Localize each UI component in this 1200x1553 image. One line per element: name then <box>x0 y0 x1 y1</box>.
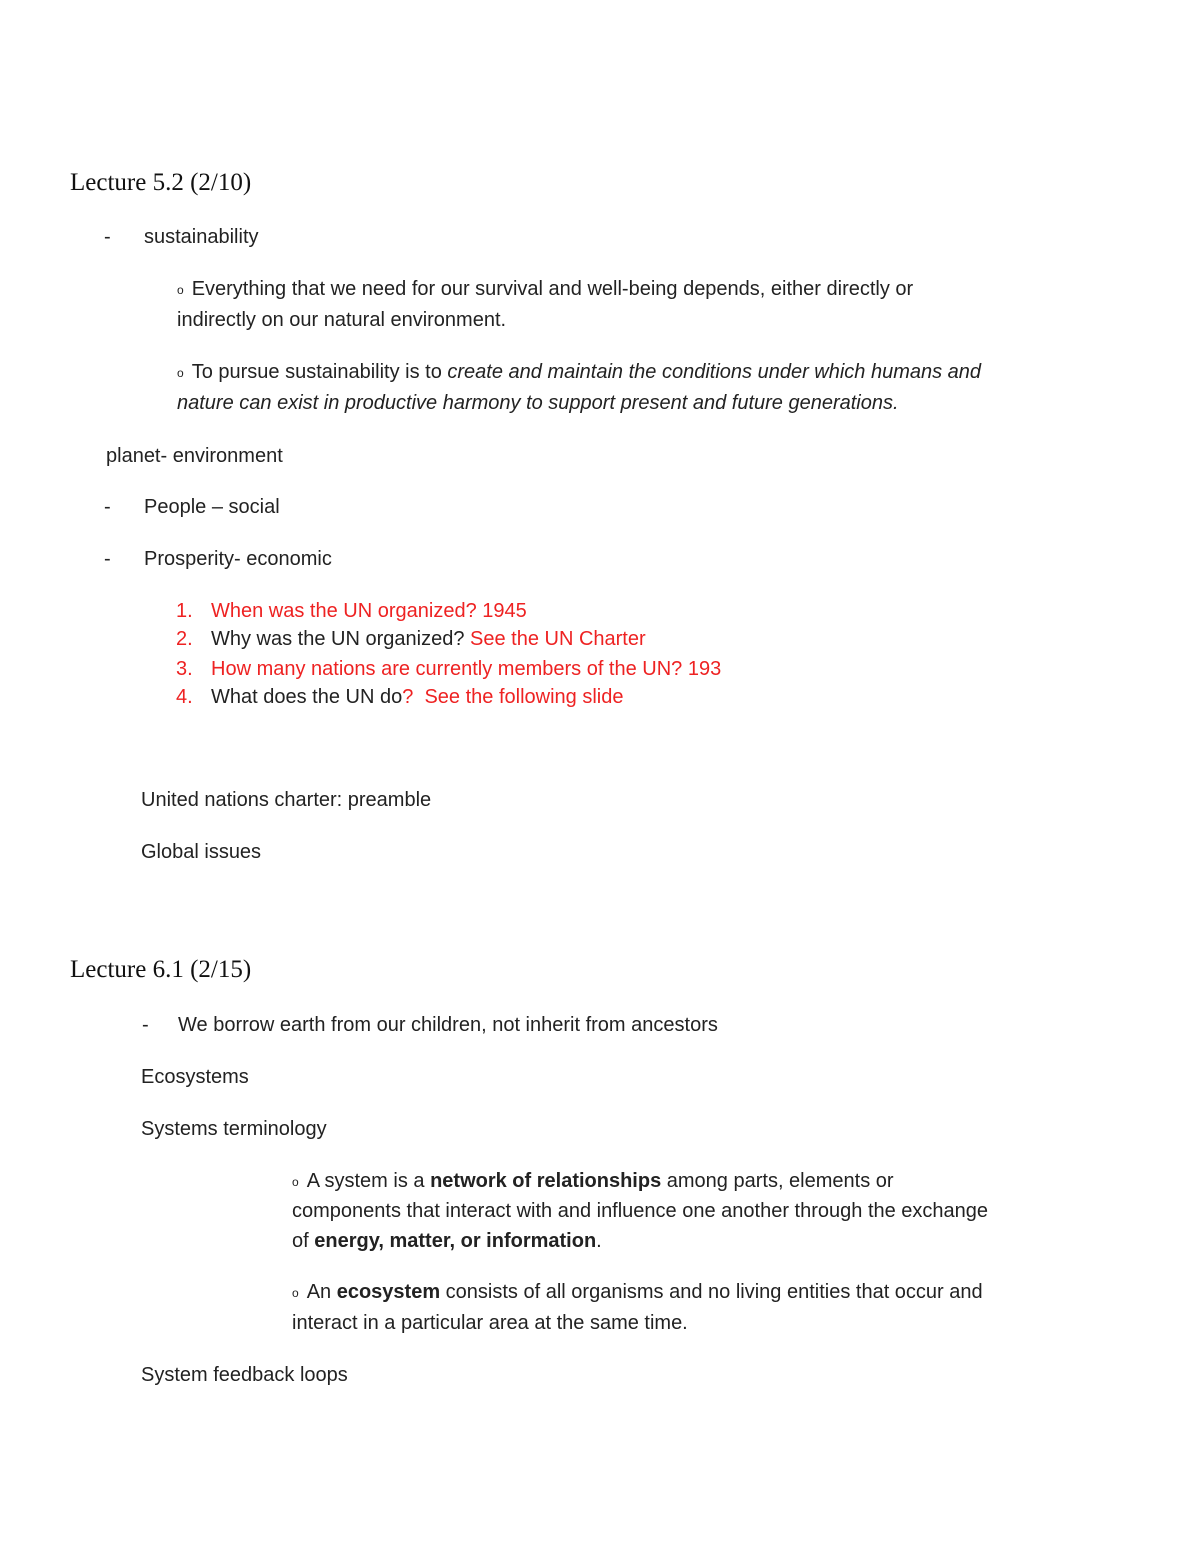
question-4 <box>211 684 623 710</box>
ecosystem-bullet-pre: An <box>306 1281 337 1303</box>
list-number: 2. <box>176 628 193 650</box>
dash-marker: - <box>142 1014 149 1036</box>
system-bullet-line-3-bold: energy, matter, or information <box>314 1230 597 1252</box>
bullet-2-plain-text: To pursue sustainability is to <box>191 361 448 383</box>
bullet-2-line-2: nature can exist in productive harmony to support present and future generations. <box>177 392 899 414</box>
question-2-text: Why was the UN organized? <box>211 628 471 650</box>
system-bullet-line-2: components that interact with and influence one another through the exchange <box>292 1200 989 1222</box>
dash-marker: - <box>104 548 111 570</box>
question-4-text: What does the UN do <box>211 686 403 708</box>
question-2 <box>211 626 646 652</box>
ecosystem-bullet-line-2: interact in a particular area at the same time. <box>292 1312 688 1334</box>
system-bullet-pre: A system is a <box>306 1170 431 1192</box>
list-number: 3. <box>176 658 193 680</box>
bullet-circle-icon: o <box>292 1286 299 1300</box>
global-issues-line: Global issues <box>141 841 262 863</box>
dash-marker: - <box>104 496 111 518</box>
system-bullet-line-1 <box>292 1168 894 1195</box>
bullet-1-text: Everything that we need for our survival and well-being depends, either directly or <box>191 278 914 300</box>
bullet-2-italic-text: create and maintain the conditions under which humans and <box>447 361 982 383</box>
list-number: 1. <box>176 600 193 622</box>
feedback-loops-line: System feedback loops <box>141 1364 348 1386</box>
bullet-1-line-1 <box>177 276 913 303</box>
question-4-answer: See the following slide <box>413 686 624 708</box>
bullet-circle-icon: o <box>177 283 184 297</box>
bullet-1-line-2: indirectly on our natural environment. <box>177 309 507 331</box>
topic-sustainability: sustainability <box>144 226 259 248</box>
ecosystem-bullet-post: consists of all organisms and no living entities that occur and <box>440 1281 983 1303</box>
bullet-circle-icon: o <box>292 1175 299 1189</box>
system-bullet-post: among parts, elements or <box>661 1170 894 1192</box>
planet-line: planet- environment <box>106 445 283 467</box>
ecosystem-bullet-bold: ecosystem <box>336 1281 441 1303</box>
lecture-5-2-heading: Lecture 5.2 (2/10) <box>70 169 252 196</box>
question-4-mark: ? <box>402 686 414 708</box>
bullet-circle-icon: o <box>177 366 184 380</box>
system-bullet-line-3-post: . <box>596 1230 602 1252</box>
question-3: How many nations are currently members of the UN? 193 <box>211 658 722 680</box>
question-2-answer: See the UN Charter <box>470 628 646 650</box>
quote-line: We borrow earth from our children, not inherit from ancestors <box>178 1014 718 1036</box>
charter-line: United nations charter: preamble <box>141 789 432 811</box>
question-1: When was the UN organized? 1945 <box>211 600 527 622</box>
ecosystem-bullet-line-1 <box>292 1279 983 1306</box>
people-line: People – social <box>144 496 280 518</box>
system-bullet-line-3-pre: of <box>292 1230 315 1252</box>
system-bullet-bold: network of relationships <box>430 1170 662 1192</box>
list-number: 4. <box>176 686 193 708</box>
ecosystems-line: Ecosystems <box>141 1066 249 1088</box>
system-bullet-line-3 <box>292 1228 602 1254</box>
systems-terminology-line: Systems terminology <box>141 1118 327 1140</box>
prosperity-line: Prosperity- economic <box>144 548 332 570</box>
lecture-6-1-heading: Lecture 6.1 (2/15) <box>70 956 252 983</box>
dash-marker: - <box>104 226 111 248</box>
bullet-2-line-1 <box>177 359 981 386</box>
